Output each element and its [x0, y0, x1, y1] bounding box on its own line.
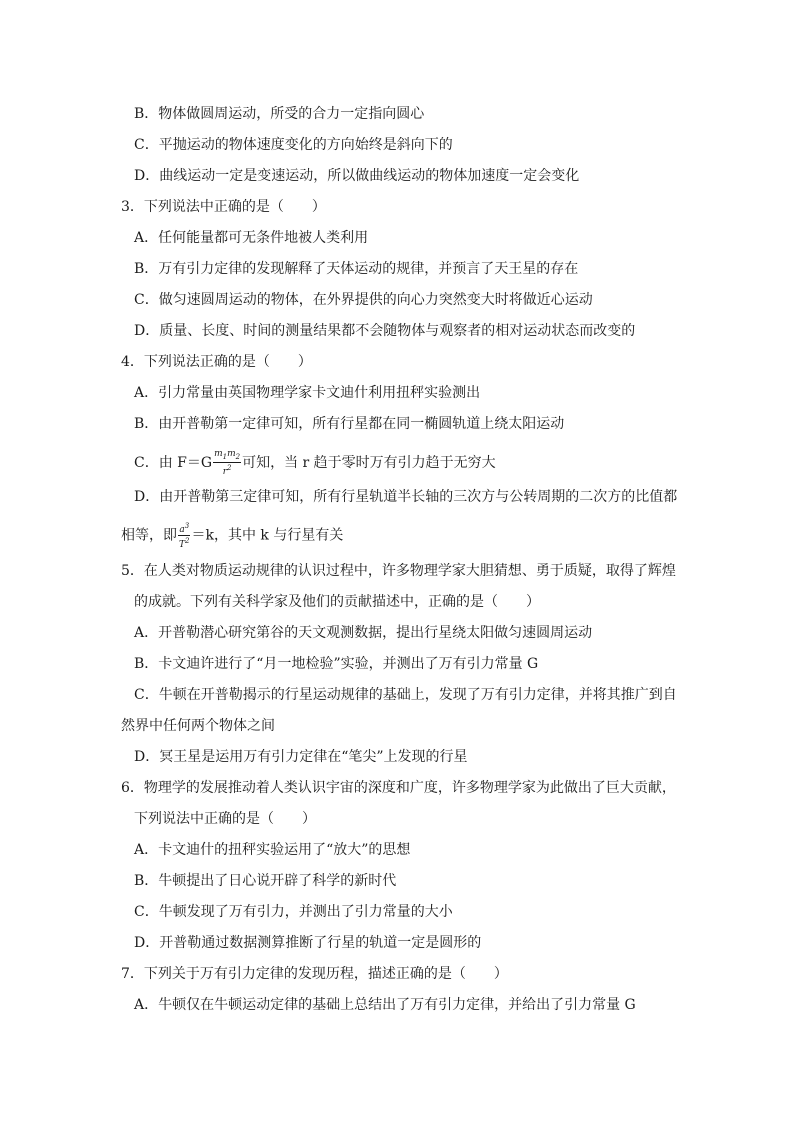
kepler-fraction [178, 521, 190, 550]
q6-option-b: B．牛顿提出了日心说开辟了科学的新时代 [134, 873, 397, 889]
q4-option-c-suffix: 可知，当 r 趋于零时万有引力趋于无穷大 [242, 454, 496, 471]
question-6-continued: 下列说法中正确的是（ ） [134, 811, 316, 827]
q5-option-c-continued: 然界中任何两个物体之间 [121, 718, 275, 734]
q3-option-b: B．万有引力定律的发现解释了天体运动的规律，并预言了天王星的存在 [134, 261, 579, 277]
q6-option-a: A．卡文迪什的扭秤实验运用了“放大”的思想 [134, 842, 411, 858]
q4-option-c [134, 449, 496, 477]
q5-option-c: C．牛顿在开普勒揭示的行星运动规律的基础上，发现了万有引力定律，并将其推广到自 [134, 687, 677, 703]
gravitation-fraction [213, 449, 241, 477]
question-5: 5．在人类对物质运动规律的认识过程中，许多物理学家大胆猜想、勇于质疑，取得了辉煌 [121, 563, 676, 579]
q4-option-d-continued: 相等，即 $\frac{a^3}{T^2}$ ＝k，其中 k 与行星有关 [121, 522, 344, 550]
q3-option-c: C．做匀速圆周运动的物体，在外界提供的向心力突然变大时将做近心运动 [134, 292, 593, 308]
q4-option-b: B．由开普勒第一定律可知，所有行星都在同一椭圆轨道上绕太阳运动 [134, 416, 565, 432]
question-7: 7．下列关于万有引力定律的发现历程，描述正确的是（ ） [121, 966, 508, 982]
q4-option-d: D．由开普勒第三定律可知，所有行星轨道半长轴的三次方与公转周期的二次方的比值都 [134, 489, 678, 505]
q3-option-a: A．任何能量都可无条件地被人类利用 [134, 230, 369, 246]
q4-option-a: A．引力常量由英国物理学家卡文迪什利用扭秤实验测出 [134, 385, 481, 401]
question-5-continued: 的成就。下列有关科学家及他们的贡献描述中，正确的是（ ） [134, 594, 540, 610]
fraction-numerator: $a^3$ [179, 522, 190, 535]
q3-option-d: D．质量、长度、时间的测量结果都不会随物体与观察者的相对运动状态而改变的 [134, 323, 636, 339]
q2-option-d: D．曲线运动一定是变速运动，所以做曲线运动的物体加速度一定会变化 [134, 168, 580, 184]
question-4: 4．下列说法正确的是（ ） [121, 354, 312, 370]
question-3: 3．下列说法中正确的是（ ） [121, 199, 326, 215]
q6-option-d: D．开普勒通过数据测算推断了行星的轨道一定是圆形的 [134, 935, 482, 951]
q2-option-b: B．物体做圆周运动，所受的合力一定指向圆心 [134, 106, 425, 122]
q4-option-c-prefix: C．由 F＝G [134, 454, 213, 471]
fraction-denominator: $r^2$ [222, 463, 232, 477]
fraction-numerator: $m_1m_2$ [214, 449, 241, 461]
q5-option-b: B．卡文迪许进行了“月一地检验”实验，并测出了万有引力常量 G [134, 656, 539, 672]
q6-option-c: C．牛顿发现了万有引力，并测出了引力常量的大小 [134, 904, 453, 920]
fraction-denominator: $T^2$ [179, 537, 190, 550]
q2-option-c: C．平抛运动的物体速度变化的方向始终是斜向下的 [134, 137, 453, 153]
q5-option-d: D．冥王星是运用万有引力定律在“笔尖”上发现的行星 [134, 749, 468, 765]
q7-option-a: A．牛顿仅在牛顿运动定律的基础上总结出了万有引力定律，并给出了引力常量 G [134, 997, 636, 1013]
question-6: 6．物理学的发展推动着人类认识宇宙的深度和广度，许多物理学家为此做出了巨大贡献， [121, 780, 676, 796]
q5-option-a: A．开普勒潜心研究第谷的天文观测数据，提出行星绕太阳做匀速圆周运动 [134, 625, 593, 641]
